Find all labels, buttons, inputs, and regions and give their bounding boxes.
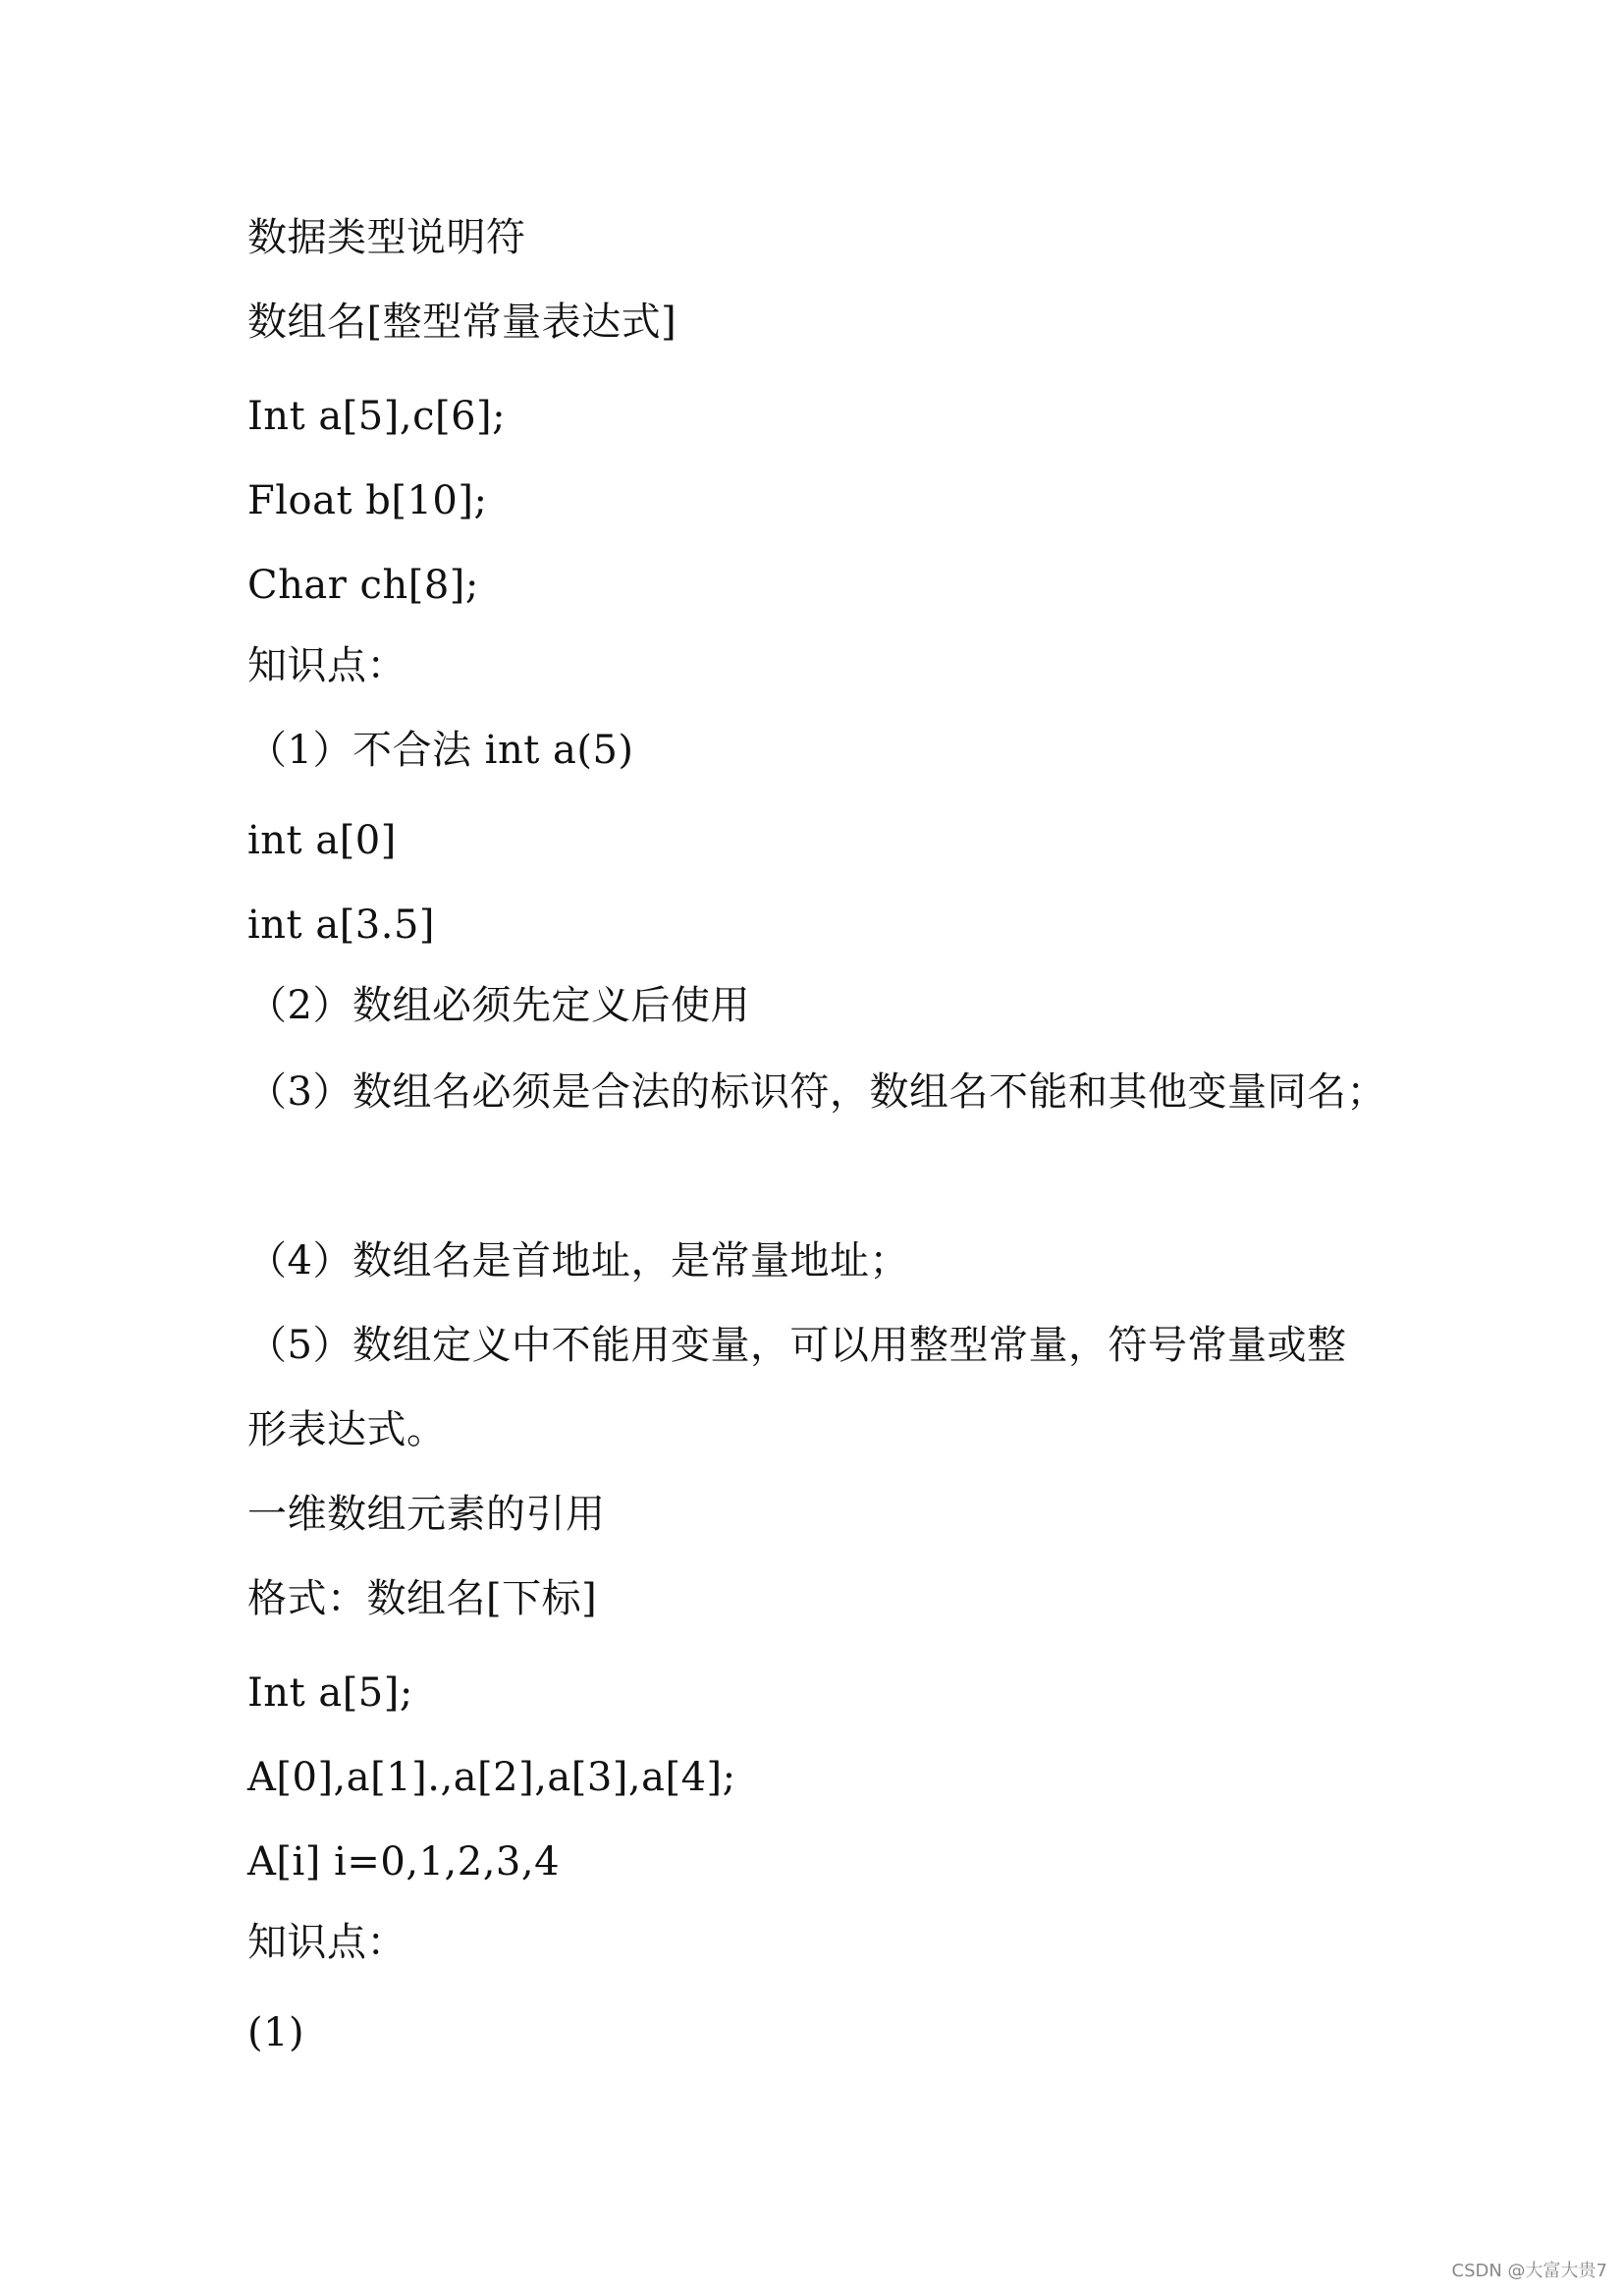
- section-label: 知识点：: [247, 643, 406, 688]
- text-line: 形表达式。: [247, 1407, 447, 1452]
- code-line: A[0],a[1].,a[2],a[3],a[4];: [247, 1755, 736, 1800]
- code-line: Int a[5];: [247, 1670, 413, 1716]
- code-line: Char ch[8];: [247, 563, 479, 608]
- list-item: （2）数组必须先定义后使用: [247, 983, 750, 1028]
- code-line: A[i] i=0,1,2,3,4: [247, 1839, 561, 1885]
- watermark-text: CSDN @大富大贵7: [1451, 2261, 1607, 2281]
- code-line: Int a[5],c[6];: [247, 394, 507, 439]
- code-line: int a[3.5]: [247, 902, 436, 948]
- text-line: 格式：数组名[下标]: [247, 1576, 598, 1621]
- list-item: （1）不合法 int a(5): [247, 728, 634, 773]
- section-heading: 一维数组元素的引用: [247, 1492, 606, 1537]
- list-item: （3）数组名必须是合法的标识符，数组名不能和其他变量同名；: [247, 1069, 1386, 1115]
- section-label: 知识点：: [247, 1920, 406, 1965]
- list-item: （5）数组定义中不能用变量，可以用整型常量，符号常量或整: [247, 1323, 1347, 1368]
- code-line: int a[0]: [247, 818, 397, 863]
- list-item: (1): [247, 2010, 305, 2055]
- text-line: 数组名[整型常量表达式]: [247, 300, 677, 345]
- code-line: Float b[10];: [247, 478, 488, 523]
- list-item: （4）数组名是首地址，是常量地址；: [247, 1238, 909, 1284]
- text-line: 数据类型说明符: [247, 215, 526, 260]
